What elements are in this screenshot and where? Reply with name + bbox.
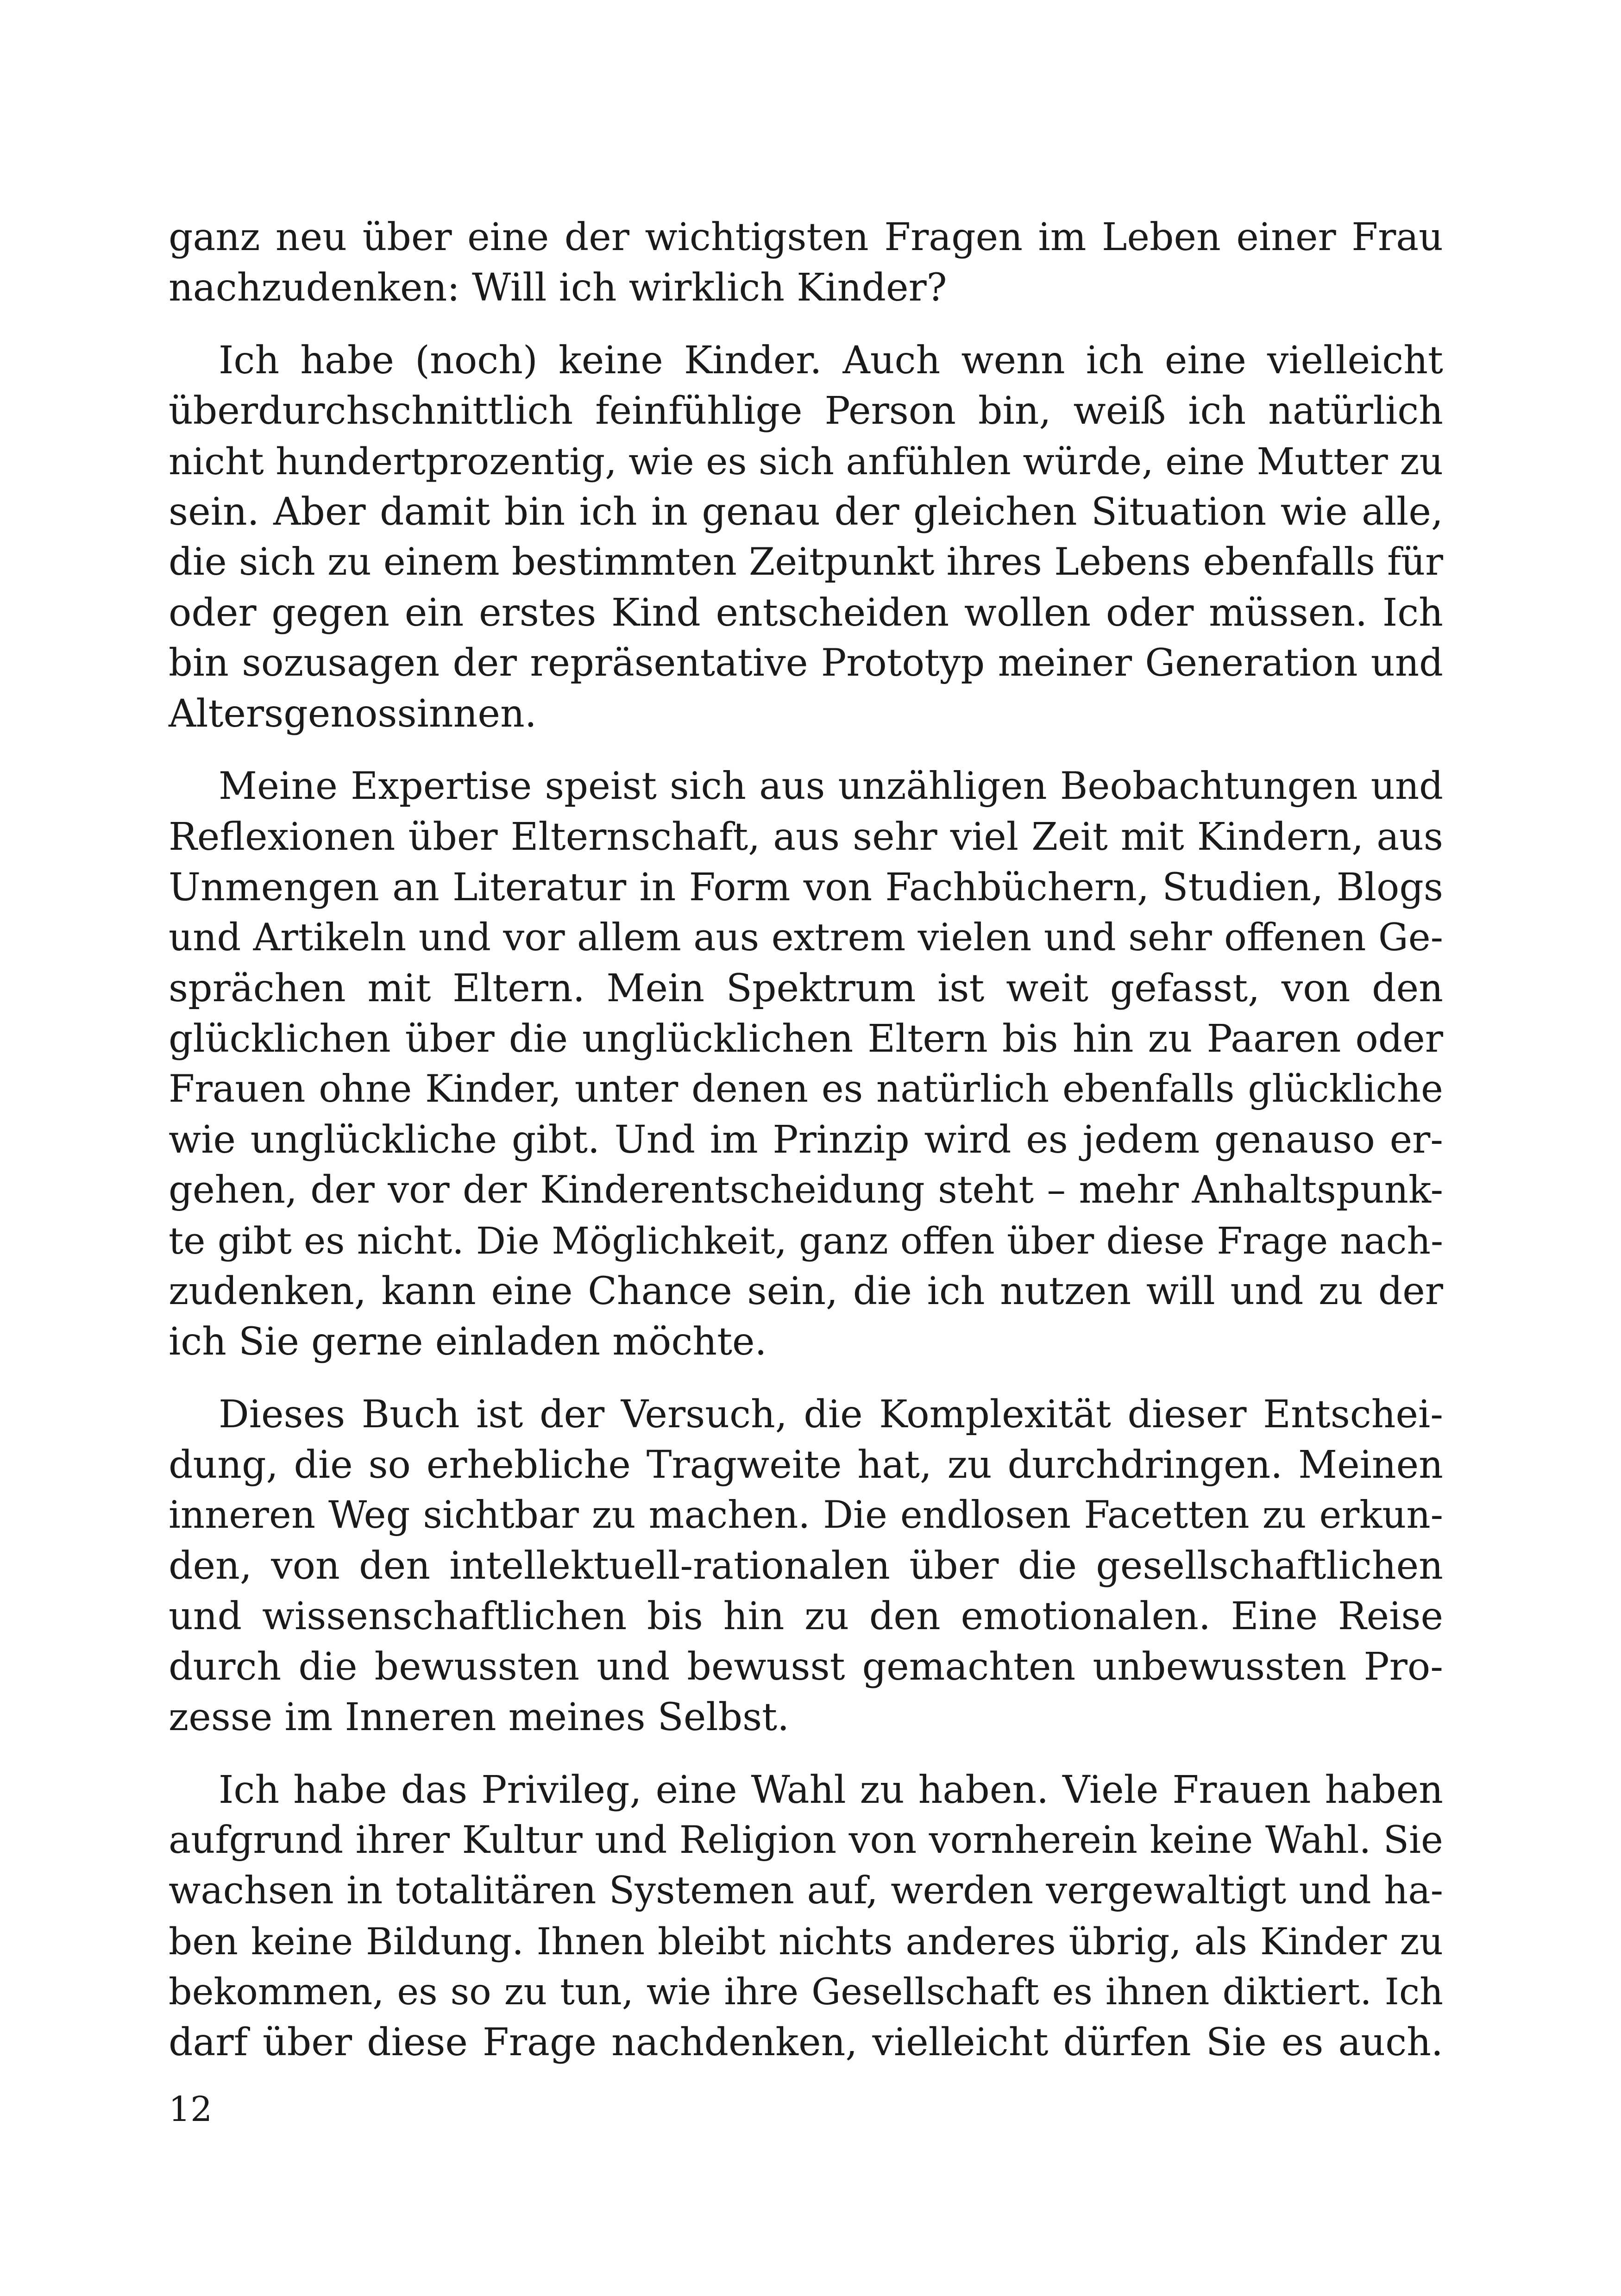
- text-line: gehen, der vor der Kinderentscheidung steht – mehr Anhaltspunk-: [169, 1168, 1443, 1212]
- text-line: die sich zu einem bestimmten Zeitpunkt ihres Lebens ebenfalls für: [169, 540, 1443, 584]
- page-number: 12: [169, 2089, 213, 2129]
- text-line: glücklichen über die unglücklichen Eltern bis hin zu Paaren oder: [169, 1017, 1443, 1061]
- text-line: te gibt es nicht. Die Möglichkeit, ganz offen über diese Frage nach-: [169, 1219, 1443, 1262]
- text-line: wie unglückliche gibt. Und im Prinzip wird es jedem genauso er-: [169, 1118, 1443, 1162]
- text-line: dung, die so erhebliche Tragweite hat, zu durchdringen. Meinen: [169, 1443, 1443, 1487]
- text-line: ich Sie gerne einladen möchte.: [169, 1320, 767, 1364]
- text-line: nicht hundertprozentig, wie es sich anfühlen würde, eine Mutter zu: [169, 440, 1443, 483]
- paragraph: [169, 212, 1443, 313]
- text-line: bin sozusagen der repräsentative Prototyp meiner Generation und: [169, 641, 1443, 685]
- text-line: bekommen, es so zu tun, wie ihre Gesellschaft es ihnen diktiert. Ich: [169, 1970, 1443, 2013]
- text-line: ben keine Bildung. Ihnen bleibt nichts anderes übrig, als Kinder zu: [169, 1920, 1443, 1963]
- text-line: wachsen in totalitären Systemen auf, werden vergewaltigt und ha-: [169, 1869, 1443, 1913]
- text-line: Dieses Buch ist der Versuch, die Komplexität dieser Entschei-: [219, 1393, 1443, 1437]
- paragraph: [169, 335, 1443, 739]
- text-line: nachzudenken: Will ich wirklich Kinder?: [169, 266, 947, 310]
- text-line: Frauen ohne Kinder, unter denen es natürlich ebenfalls glückliche: [169, 1067, 1443, 1111]
- text-line: durch die bewussten und bewusst gemachten unbewussten Pro-: [169, 1645, 1443, 1689]
- text-line: sprächen mit Eltern. Mein Spektrum ist weit gefasst, von den: [169, 966, 1443, 1010]
- text-line: und wissenschaftlichen bis hin zu den emotionalen. Eine Reise: [169, 1594, 1443, 1638]
- text-line: Altersgenossinnen.: [169, 692, 537, 736]
- text-line: inneren Weg sichtbar zu machen. Die endlosen Facetten zu erkun-: [169, 1493, 1443, 1537]
- paragraph: [169, 1389, 1443, 1743]
- text-line: darf über diese Frage nachdenken, vielleicht dürfen Sie es auch.: [169, 2020, 1443, 2064]
- text-line: sein. Aber damit bin ich in genau der gleichen Situation wie alle,: [169, 490, 1443, 534]
- text-line: Unmengen an Literatur in Form von Fachbüchern, Studien, Blogs: [169, 866, 1443, 910]
- text-line: ganz neu über eine der wichtigsten Fragen im Leben einer Frau: [169, 215, 1443, 259]
- paragraph: [169, 761, 1443, 1367]
- text-line: aufgrund ihrer Kultur und Religion von vornherein keine Wahl. Sie: [169, 1819, 1443, 1862]
- paragraph: [169, 1765, 1443, 2068]
- text-line: Ich habe (noch) keine Kinder. Auch wenn ich eine vielleicht: [219, 339, 1443, 383]
- text-line: Ich habe das Privileg, eine Wahl zu haben. Viele Frauen haben: [219, 1768, 1443, 1812]
- text-line: zudenken, kann eine Chance sein, die ich nutzen will und zu der: [169, 1269, 1443, 1313]
- text-line: und Artikeln und vor allem aus extrem vielen und sehr offenen Ge-: [169, 916, 1443, 960]
- text-line: oder gegen ein erstes Kind entscheiden wollen oder müssen. Ich: [169, 591, 1443, 635]
- text-line: Meine Expertise speist sich aus unzähligen Beobachtungen und: [219, 765, 1443, 808]
- body-text: [169, 212, 1443, 2090]
- text-line: Reflexionen über Elternschaft, aus sehr viel Zeit mit Kindern, aus: [169, 815, 1443, 859]
- text-line: überdurchschnittlich feinfühlige Person bin, weiß ich natürlich: [169, 389, 1443, 433]
- text-line: den, von den intellektuell-rationalen über die gesellschaftlichen: [169, 1544, 1443, 1588]
- text-line: zesse im Inneren meines Selbst.: [169, 1695, 790, 1739]
